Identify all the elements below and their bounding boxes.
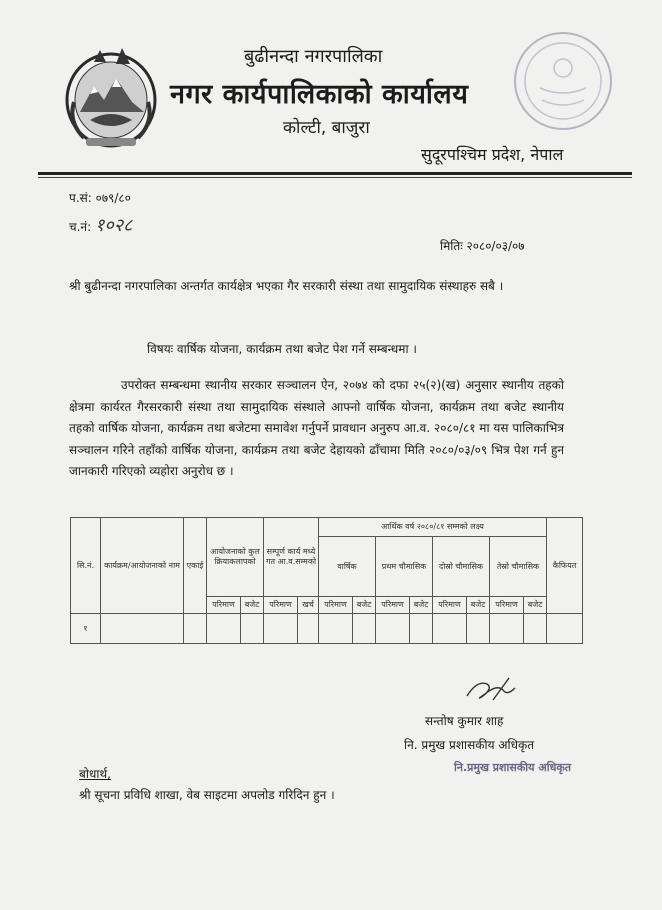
subject-line: विषयः वार्षिक योजना, कार्यक्रम तथा बजेट पेश गर्ने सम्बन्धमा । <box>147 342 417 356</box>
sub-quantity: परिमाण <box>264 597 298 614</box>
signatory-name: सन्तोष कुमार शाह <box>425 714 504 728</box>
body-paragraph: उपरोक्त सम्बन्धमा स्थानीय सरकार सञ्चालन ऐन, २०७४ को दफा २५(२)(ख) अनुसार स्थानीय तहको क्षेत्रमा कार्यरत गैरसरकारी संस्था तथा सामुदायिक संस्थाले आफ्नो वार्षिक योजना, कार्यक्रम तथा बजेट स्थानीय तहको वार्षिक योजना, कार्यक्रम तथा बजेटमा समावेश गर्नुपर्ने प्रावधान अनुरुप आ.व. २०८०/८१ मा यस पालिकाभित्र सञ्चालन गरिने तहाँको वार्षिक योजना, कार्यक्रम तथा बजेट देहायको ढाँचामा मिति २०८०/०३/०९ भित्र पेश गर्न हुन जानकारी गरिएको व्यहोरा अनुरोध छ । <box>69 378 564 478</box>
col-annual: वार्षिक <box>319 537 376 597</box>
col-program: कार्यक्रम/आयोजनाको नाम <box>101 518 184 614</box>
sub-quantity: परिमाण <box>490 597 524 614</box>
signatory-title: नि. प्रमुख प्रशासकीय अधिकृत <box>404 738 535 752</box>
header-rule-thin <box>38 177 632 178</box>
col-q2: दोस्रो चौमासिक <box>433 537 490 597</box>
col-q3: तेस्रो चौमासिक <box>490 537 547 597</box>
col-q1: प्रथम चौमासिक <box>376 537 433 597</box>
col-remarks: कैफियत <box>547 518 583 614</box>
municipality-name: बुढीनन्दा नगरपालिका <box>244 46 383 67</box>
cc-text: श्री सूचना प्रविधि शाखा, वेब साइटमा अपलोड गरिदिन हुन । <box>79 788 335 802</box>
nepal-emblem-icon <box>60 42 162 152</box>
patra-sankhya: प.सं: ०७९/८० <box>69 191 131 205</box>
sub-expense: खर्च <box>298 597 319 614</box>
sub-budget: बजेट <box>353 597 376 614</box>
cc-label: बोधार्थ, <box>79 767 111 781</box>
col-target: आर्थिक वर्ष २०८०/८१ सम्मको लक्ष्य <box>319 518 547 537</box>
sub-budget: बजेट <box>524 597 547 614</box>
col-complete: सम्पूर्ण कार्य मध्ये गत आ.व.सम्मको <box>264 518 319 597</box>
col-total: आयोजनाको कुल क्रियाकलापको <box>207 518 264 597</box>
chalani-number <box>69 213 132 237</box>
signature-mark-icon <box>463 674 521 704</box>
col-sn: सि.नं. <box>71 518 101 614</box>
office-location: कोल्टी, बाजुरा <box>283 118 370 138</box>
table-row <box>71 614 583 644</box>
chalani-label: च.नं: <box>69 220 92 234</box>
sub-quantity: परिमाण <box>319 597 353 614</box>
addressee: श्री बुढीनन्दा नगरपालिका अन्तर्गत कार्यक्षेत्र भएका गैर सरकारी संस्था तथा सामुदायिक संस्थाहरु सबै । <box>69 279 504 293</box>
sub-budget: बजेट <box>241 597 264 614</box>
sub-quantity: परिमाण <box>376 597 410 614</box>
letter-date: मितिः २०८०/०३/०७ <box>440 239 525 253</box>
chalani-handwritten: १०२८ <box>94 215 133 236</box>
office-stamp-icon <box>510 28 616 134</box>
sub-budget: बजेट <box>410 597 433 614</box>
signatory-stamp: नि.प्रमुख प्रशासकीय अधिकृत <box>454 761 572 774</box>
sub-quantity: परिमाण <box>433 597 467 614</box>
col-unit: एकाई <box>184 518 207 614</box>
row-sn: १ <box>71 614 101 644</box>
plan-table <box>70 517 583 644</box>
sub-budget: बजेट <box>467 597 490 614</box>
province-line: सुदूरपश्चिम प्रदेश, नेपाल <box>421 145 564 164</box>
header-rule <box>38 172 632 175</box>
sub-quantity: परिमाण <box>207 597 241 614</box>
office-title: नगर कार्यपालिकाको कार्यालय <box>170 79 469 110</box>
